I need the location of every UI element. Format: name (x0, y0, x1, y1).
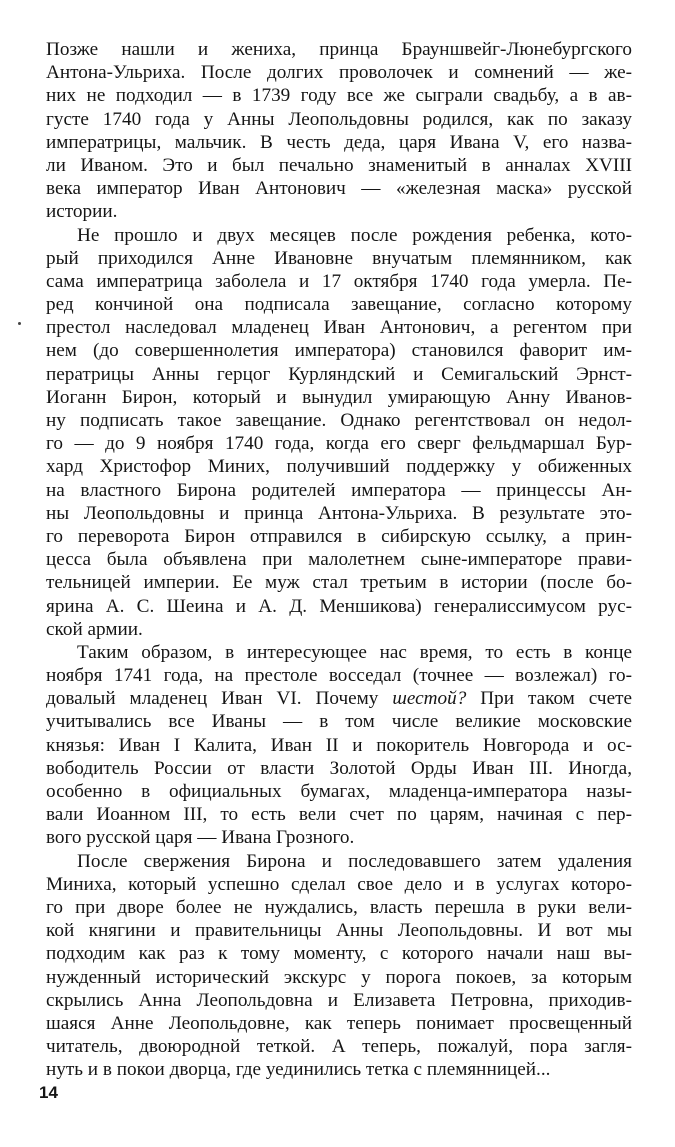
text-line: нуть и в покои дворца, где уединились тетка с племянницей... (46, 1059, 551, 1081)
text-line: сама императрица заболела и 17 октября 1740 года умерла. Пе- (46, 270, 632, 292)
text-line: шаяся Анне Леопольдовне, как теперь понимает просвещенный (46, 1012, 632, 1034)
text-line: истории. (46, 201, 118, 223)
text-line: вободитель России от власти Золотой Орды Иван III. Иногда, (46, 757, 632, 779)
text-line: князья: Иван I Калита, Иван II и покоритель Новгорода и ос- (46, 734, 632, 756)
text-line: ны Леопольдовны и принца Антона-Ульриха. В результате это- (46, 502, 632, 524)
emphasis: шестой? (392, 688, 467, 710)
text-line: на властного Бирона родителей императора — принцессы Ан- (46, 479, 632, 501)
text-line: Иоганн Бирон, который и вынудил умирающую Анну Иванов- (46, 386, 632, 408)
text-line: довалый младенец Иван VI. Почему шестой? При таком счете (46, 688, 632, 710)
text-line: ну подписать такое завещание. Однако регентствовал он недол- (46, 410, 632, 431)
text-line: густе 1740 года у Анны Леопольдовны родился, как по заказу (46, 108, 632, 130)
text-line: Антона-Ульриха. После долгих проволочек и сомнений — же- (46, 62, 632, 84)
text-line: ноября 1741 года, на престоле восседал (точнее — возлежал) го- (46, 665, 632, 687)
page-number: 14 (39, 1083, 58, 1102)
text-line: Миниха, который успешно сделал свое дело и в услугах которо- (46, 873, 632, 895)
text-line: нем (до совершеннолетия императора) становился фаворит им- (46, 340, 632, 362)
text-line: тельницей империи. Ее муж стал третьим в истории (после бо- (46, 572, 632, 594)
text-line: ли Иваном. Это и был печально знаменитый в анналах XVIII (46, 154, 632, 176)
text-line: Таким образом, в интересующее нас время, то есть в конце (77, 641, 632, 663)
text-line: цесса была объявлена при малолетнем сыне-императоре прави- (46, 549, 632, 571)
text-line: века император Иван Антонович — «железная маска» русской (46, 178, 632, 200)
text-line: подходим как раз к тому моменту, с которого начали наш вы- (46, 943, 632, 965)
text-line: вого русской царя — Ивана Грозного. (46, 827, 355, 849)
text-line: читатель, двоюродной теткой. А теперь, пожалуй, пора загля- (46, 1036, 632, 1058)
text-line: ред кончиной она подписала завещание, согласно которому (46, 294, 632, 316)
text-line: престол наследовал младенец Иван Антонович, а регентом при (46, 317, 632, 339)
text-line: императрицы, мальчик. В честь деда, царя Ивана V, его назва- (46, 131, 632, 153)
text-line: го — до 9 ноября 1740 года, когда его сверг фельдмаршал Бур- (46, 433, 632, 455)
text-line: рый приходился Анне Ивановне внучатым племянником, как (46, 247, 632, 269)
text-line: хард Христофор Миних, получивший поддержку у обиженных (46, 456, 632, 478)
text-line: вали Иоанном III, то есть вели счет по царям, начиная с пер- (46, 804, 632, 826)
text-line: ской армии. (46, 618, 143, 640)
text-line: Позже нашли и жениха, принца Брауншвейг-Люнебургского (46, 39, 632, 60)
text-line: особенно в официальных бумагах, младенца-императора назы- (46, 781, 632, 802)
body-text (46, 38, 632, 1081)
text-line: нужденный исторический экскурс у порога покоев, за которым (46, 966, 632, 988)
text-line: учитывались все Иваны — в том числе великие московские (46, 711, 632, 733)
text-line: ператрицы Анны герцог Курляндский и Семигальский Эрнст- (46, 363, 632, 385)
text-line: го при дворе более не нуждались, власть перешла в руки вели- (46, 896, 632, 918)
text-line: Не прошло и двух месяцев после рождения ребенка, кото- (77, 224, 632, 246)
text-line: ярина А. С. Шеина и А. Д. Меншикова) генералиссимусом рус- (46, 595, 632, 617)
text-line: скрылись Анна Леопольдовна и Елизавета Петровна, приходив- (46, 989, 632, 1011)
text-line: кой княгини и правительницы Анны Леопольдовны. И вот мы (46, 920, 632, 942)
margin-dot (18, 322, 21, 325)
text-line: них не подходил — в 1739 году все же сыграли свадьбу, а в ав- (46, 85, 632, 107)
text-line: го переворота Бирон отправился в сибирскую ссылку, а прин- (46, 525, 632, 547)
text-line: После свержения Бирона и последовавшего затем удаления (77, 850, 632, 872)
